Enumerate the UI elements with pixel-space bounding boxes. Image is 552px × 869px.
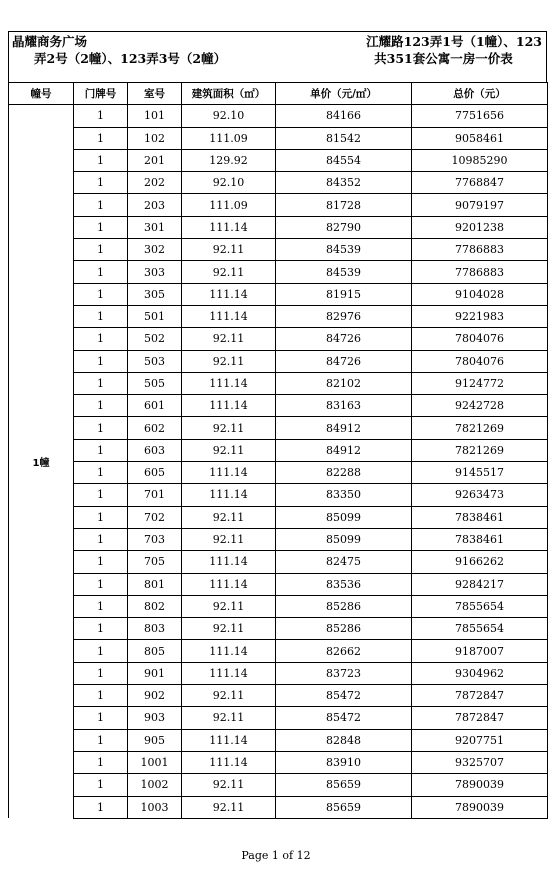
area-cell: 111.14 xyxy=(182,216,276,238)
total-price-cell: 9304962 xyxy=(412,662,548,684)
area-cell: 92.11 xyxy=(182,796,276,818)
room-cell: 803 xyxy=(128,618,182,640)
door-cell: 1 xyxy=(74,528,128,550)
total-price-cell: 7786883 xyxy=(412,239,548,261)
room-cell: 801 xyxy=(128,573,182,595)
table-row xyxy=(9,573,548,595)
room-cell: 901 xyxy=(128,662,182,684)
room-cell: 903 xyxy=(128,707,182,729)
room-cell: 202 xyxy=(128,172,182,194)
door-cell: 1 xyxy=(74,796,128,818)
total-price-cell: 9166262 xyxy=(412,551,548,573)
area-cell: 111.14 xyxy=(182,573,276,595)
table-row xyxy=(9,484,548,506)
room-cell: 102 xyxy=(128,127,182,149)
total-price-cell: 9124772 xyxy=(412,372,548,394)
total-price-cell: 9325707 xyxy=(412,751,548,773)
total-price-cell: 7872847 xyxy=(412,685,548,707)
price-table xyxy=(8,82,548,819)
door-cell: 1 xyxy=(74,194,128,216)
area-cell: 111.09 xyxy=(182,194,276,216)
total-price-cell: 9207751 xyxy=(412,729,548,751)
area-cell: 92.11 xyxy=(182,618,276,640)
door-cell: 1 xyxy=(74,484,128,506)
col-header-building: 幢号 xyxy=(9,83,74,105)
unit-price-cell: 81915 xyxy=(276,283,412,305)
table-row xyxy=(9,350,548,372)
unit-price-cell: 85659 xyxy=(276,774,412,796)
table-row xyxy=(9,707,548,729)
unit-price-cell: 82475 xyxy=(276,551,412,573)
door-cell: 1 xyxy=(74,439,128,461)
area-cell: 111.14 xyxy=(182,640,276,662)
area-cell: 92.11 xyxy=(182,439,276,461)
door-cell: 1 xyxy=(74,283,128,305)
room-cell: 303 xyxy=(128,261,182,283)
unit-price-cell: 82288 xyxy=(276,462,412,484)
col-header-door: 门牌号 xyxy=(74,83,128,105)
table-row xyxy=(9,506,548,528)
page-footer: Page 1 of 12 xyxy=(241,849,311,862)
table-row xyxy=(9,595,548,617)
unit-price-cell: 83350 xyxy=(276,484,412,506)
door-cell: 1 xyxy=(74,551,128,573)
room-cell: 703 xyxy=(128,528,182,550)
unit-price-cell: 84554 xyxy=(276,149,412,171)
area-cell: 92.11 xyxy=(182,774,276,796)
unit-price-cell: 85099 xyxy=(276,506,412,528)
table-row xyxy=(9,417,548,439)
table-row xyxy=(9,283,548,305)
room-cell: 302 xyxy=(128,239,182,261)
door-cell: 1 xyxy=(74,261,128,283)
door-cell: 1 xyxy=(74,305,128,327)
room-cell: 301 xyxy=(128,216,182,238)
total-price-cell: 7838461 xyxy=(412,506,548,528)
door-cell: 1 xyxy=(74,127,128,149)
table-row xyxy=(9,528,548,550)
table-body xyxy=(9,105,548,819)
door-cell: 1 xyxy=(74,595,128,617)
area-cell: 111.09 xyxy=(182,127,276,149)
room-cell: 701 xyxy=(128,484,182,506)
project-title xyxy=(12,33,226,67)
table-row xyxy=(9,751,548,773)
table-row xyxy=(9,662,548,684)
table-row xyxy=(9,395,548,417)
table-row xyxy=(9,328,548,350)
total-price-cell: 7872847 xyxy=(412,707,548,729)
unit-price-cell: 84912 xyxy=(276,439,412,461)
table-row xyxy=(9,149,548,171)
area-cell: 111.14 xyxy=(182,305,276,327)
area-cell: 111.14 xyxy=(182,662,276,684)
area-cell: 111.14 xyxy=(182,283,276,305)
door-cell: 1 xyxy=(74,149,128,171)
area-cell: 92.11 xyxy=(182,685,276,707)
table-row xyxy=(9,194,548,216)
room-cell: 601 xyxy=(128,395,182,417)
table-row xyxy=(9,105,548,127)
total-price-cell: 7821269 xyxy=(412,417,548,439)
room-cell: 602 xyxy=(128,417,182,439)
door-cell: 1 xyxy=(74,417,128,439)
area-cell: 92.11 xyxy=(182,595,276,617)
total-price-cell: 7804076 xyxy=(412,350,548,372)
area-cell: 92.10 xyxy=(182,105,276,127)
table-row xyxy=(9,618,548,640)
table-row xyxy=(9,127,548,149)
price-sheet xyxy=(8,31,548,816)
total-price-cell: 7890039 xyxy=(412,774,548,796)
area-cell: 111.14 xyxy=(182,372,276,394)
project-title-line1: 晶耀商务广场 xyxy=(12,34,88,49)
unit-price-cell: 84539 xyxy=(276,239,412,261)
total-price-cell: 9145517 xyxy=(412,462,548,484)
area-cell: 92.11 xyxy=(182,506,276,528)
unit-price-cell: 83910 xyxy=(276,751,412,773)
area-cell: 92.11 xyxy=(182,350,276,372)
table-row xyxy=(9,640,548,662)
unit-price-cell: 82848 xyxy=(276,729,412,751)
unit-price-cell: 84539 xyxy=(276,261,412,283)
total-price-cell: 9221983 xyxy=(412,305,548,327)
unit-price-cell: 83536 xyxy=(276,573,412,595)
total-price-cell: 10985290 xyxy=(412,149,548,171)
room-cell: 201 xyxy=(128,149,182,171)
room-cell: 905 xyxy=(128,729,182,751)
unit-price-cell: 85659 xyxy=(276,796,412,818)
table-row xyxy=(9,261,548,283)
total-price-cell: 7821269 xyxy=(412,439,548,461)
room-cell: 1002 xyxy=(128,774,182,796)
col-header-room: 室号 xyxy=(128,83,182,105)
address-title-line1: 江耀路123弄1号（1幢）、123 xyxy=(366,34,542,49)
unit-price-cell: 82662 xyxy=(276,640,412,662)
area-cell: 92.11 xyxy=(182,528,276,550)
door-cell: 1 xyxy=(74,662,128,684)
room-cell: 505 xyxy=(128,372,182,394)
room-cell: 705 xyxy=(128,551,182,573)
total-price-cell: 9201238 xyxy=(412,216,548,238)
door-cell: 1 xyxy=(74,729,128,751)
table-row xyxy=(9,796,548,818)
total-price-cell: 9058461 xyxy=(412,127,548,149)
door-cell: 1 xyxy=(74,328,128,350)
door-cell: 1 xyxy=(74,618,128,640)
room-cell: 603 xyxy=(128,439,182,461)
unit-price-cell: 82790 xyxy=(276,216,412,238)
total-price-cell: 9104028 xyxy=(412,283,548,305)
unit-price-cell: 82976 xyxy=(276,305,412,327)
total-price-cell: 9079197 xyxy=(412,194,548,216)
total-price-cell: 7890039 xyxy=(412,796,548,818)
table-row xyxy=(9,239,548,261)
total-price-cell: 9284217 xyxy=(412,573,548,595)
col-header-area: 建筑面积（㎡） xyxy=(182,83,276,105)
door-cell: 1 xyxy=(74,350,128,372)
door-cell: 1 xyxy=(74,774,128,796)
door-cell: 1 xyxy=(74,751,128,773)
unit-price-cell: 85472 xyxy=(276,685,412,707)
area-cell: 92.11 xyxy=(182,328,276,350)
table-row xyxy=(9,439,548,461)
unit-price-cell: 84726 xyxy=(276,350,412,372)
unit-price-cell: 84352 xyxy=(276,172,412,194)
unit-price-cell: 82102 xyxy=(276,372,412,394)
door-cell: 1 xyxy=(74,462,128,484)
door-cell: 1 xyxy=(74,707,128,729)
col-header-unit-price: 单价（元/㎡） xyxy=(276,83,412,105)
room-cell: 1003 xyxy=(128,796,182,818)
door-cell: 1 xyxy=(74,395,128,417)
door-cell: 1 xyxy=(74,372,128,394)
unit-price-cell: 85286 xyxy=(276,595,412,617)
table-row xyxy=(9,462,548,484)
unit-price-cell: 83163 xyxy=(276,395,412,417)
sheet-border-top xyxy=(8,31,547,32)
area-cell: 92.11 xyxy=(182,417,276,439)
table-row xyxy=(9,729,548,751)
door-cell: 1 xyxy=(74,640,128,662)
total-price-cell: 7786883 xyxy=(412,261,548,283)
total-price-cell: 7804076 xyxy=(412,328,548,350)
total-price-cell: 7855654 xyxy=(412,595,548,617)
area-cell: 92.11 xyxy=(182,707,276,729)
table-row xyxy=(9,216,548,238)
door-cell: 1 xyxy=(74,685,128,707)
door-cell: 1 xyxy=(74,573,128,595)
room-cell: 305 xyxy=(128,283,182,305)
area-cell: 111.14 xyxy=(182,551,276,573)
area-cell: 92.11 xyxy=(182,261,276,283)
total-price-cell: 9187007 xyxy=(412,640,548,662)
unit-price-cell: 84726 xyxy=(276,328,412,350)
total-price-cell: 7838461 xyxy=(412,528,548,550)
unit-price-cell: 85472 xyxy=(276,707,412,729)
total-price-cell: 7768847 xyxy=(412,172,548,194)
room-cell: 501 xyxy=(128,305,182,327)
table-row xyxy=(9,305,548,327)
room-cell: 805 xyxy=(128,640,182,662)
area-cell: 111.14 xyxy=(182,729,276,751)
room-cell: 902 xyxy=(128,685,182,707)
unit-price-cell: 84912 xyxy=(276,417,412,439)
building-cell: 1幢 xyxy=(9,105,74,819)
room-cell: 502 xyxy=(128,328,182,350)
table-row xyxy=(9,685,548,707)
col-header-total: 总价（元） xyxy=(412,83,548,105)
unit-price-cell: 84166 xyxy=(276,105,412,127)
room-cell: 702 xyxy=(128,506,182,528)
sheet-border-right xyxy=(546,31,547,82)
door-cell: 1 xyxy=(74,239,128,261)
area-cell: 111.14 xyxy=(182,395,276,417)
table-row xyxy=(9,774,548,796)
room-cell: 605 xyxy=(128,462,182,484)
room-cell: 503 xyxy=(128,350,182,372)
unit-price-cell: 85286 xyxy=(276,618,412,640)
table-row xyxy=(9,372,548,394)
unit-price-cell: 85099 xyxy=(276,528,412,550)
area-cell: 111.14 xyxy=(182,484,276,506)
address-title-line2: 共351套公寓一房一价表 xyxy=(374,51,513,66)
project-title-line2: 弄2号（2幢）、123弄3号（2幢） xyxy=(34,51,227,66)
unit-price-cell: 81728 xyxy=(276,194,412,216)
room-cell: 1001 xyxy=(128,751,182,773)
room-cell: 203 xyxy=(128,194,182,216)
door-cell: 1 xyxy=(74,105,128,127)
unit-price-cell: 81542 xyxy=(276,127,412,149)
door-cell: 1 xyxy=(74,506,128,528)
table-header-row xyxy=(9,83,548,105)
total-price-cell: 7855654 xyxy=(412,618,548,640)
area-cell: 129.92 xyxy=(182,149,276,171)
area-cell: 92.11 xyxy=(182,239,276,261)
total-price-cell: 9263473 xyxy=(412,484,548,506)
room-cell: 101 xyxy=(128,105,182,127)
total-price-cell: 9242728 xyxy=(412,395,548,417)
total-price-cell: 7751656 xyxy=(412,105,548,127)
table-row xyxy=(9,551,548,573)
door-cell: 1 xyxy=(74,172,128,194)
door-cell: 1 xyxy=(74,216,128,238)
area-cell: 92.10 xyxy=(182,172,276,194)
room-cell: 802 xyxy=(128,595,182,617)
unit-price-cell: 83723 xyxy=(276,662,412,684)
address-title xyxy=(366,33,542,67)
table-row xyxy=(9,172,548,194)
area-cell: 111.14 xyxy=(182,751,276,773)
area-cell: 111.14 xyxy=(182,462,276,484)
